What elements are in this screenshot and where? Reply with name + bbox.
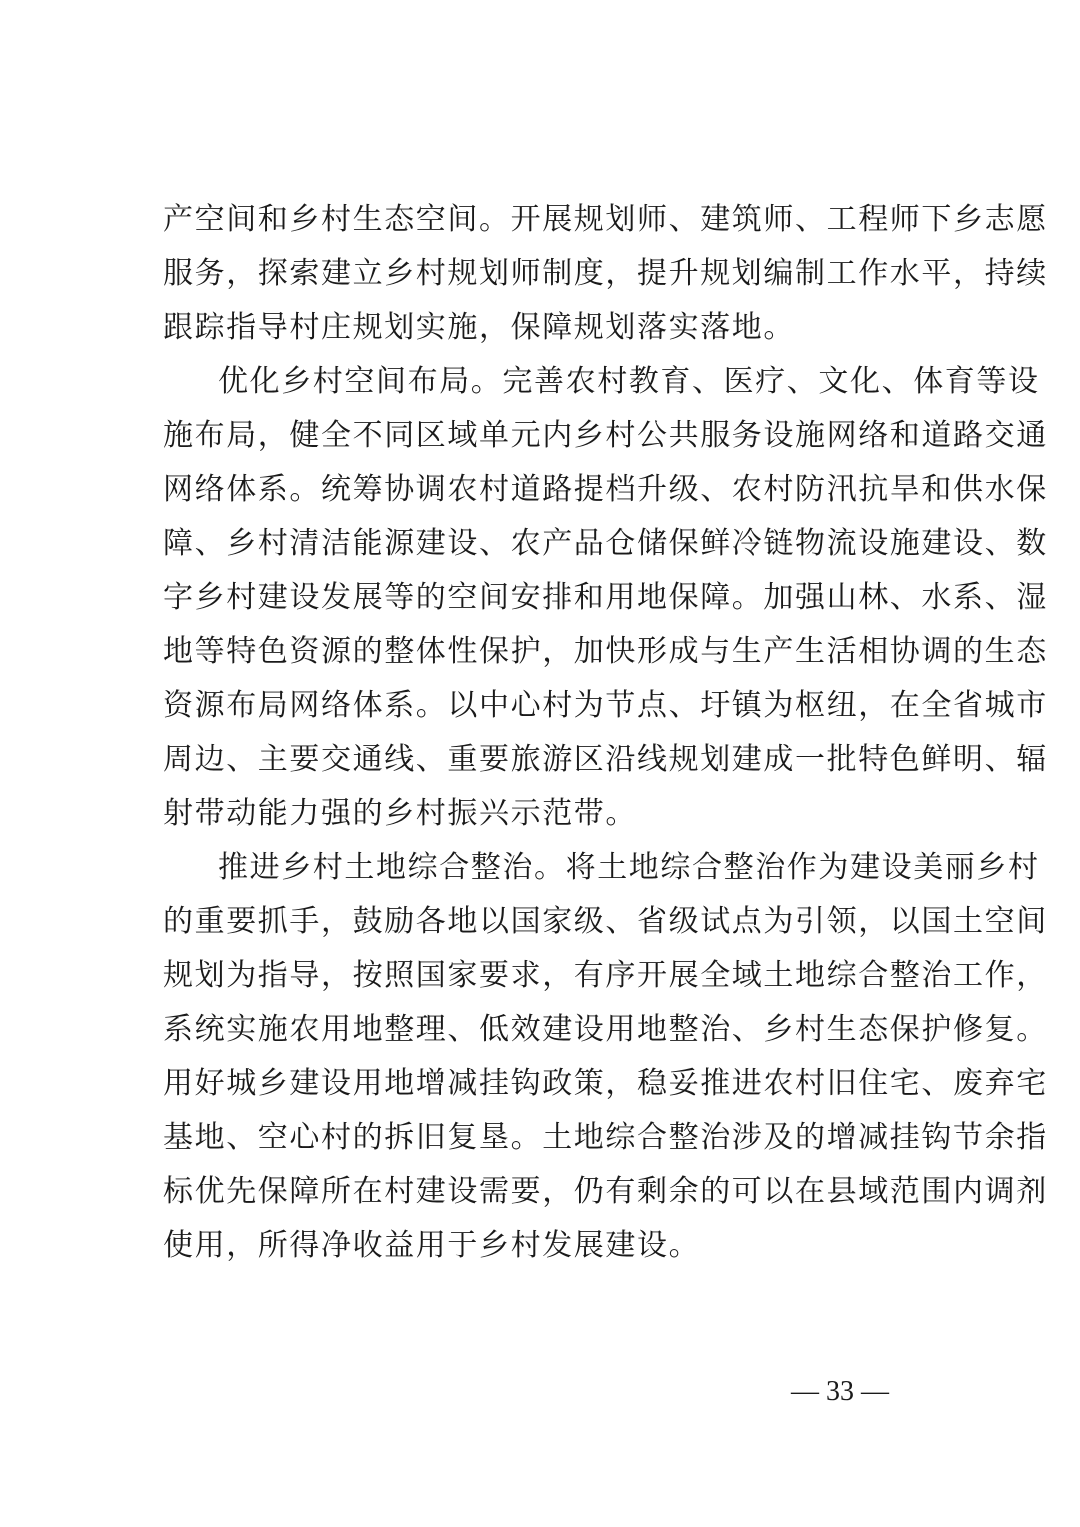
text-line: 资源布局网络体系。以中心村为节点、圩镇为枢纽，在全省城市 xyxy=(163,688,1048,723)
text-line: 推进乡村土地综合整治。将土地综合整治作为建设美丽乡村 xyxy=(218,850,1040,885)
text-line: 使用，所得净收益用于乡村发展建设。 xyxy=(163,1228,701,1263)
paragraph-2 xyxy=(163,355,1048,841)
paragraph-1 xyxy=(163,193,1048,355)
text-line: 地等特色资源的整体性保护，加快形成与生产生活相协调的生态 xyxy=(163,634,1048,669)
text-line: 基地、空心村的拆旧复垦。土地综合整治涉及的增减挂钩节余指 xyxy=(163,1120,1048,1155)
text-line: 施布局，健全不同区域单元内乡村公共服务设施网络和道路交通 xyxy=(163,418,1048,453)
text-line: 障、乡村清洁能源建设、农产品仓储保鲜冷链物流设施建设、数 xyxy=(163,526,1048,561)
text-line: 规划为指导，按照国家要求，有序开展全域土地综合整治工作， xyxy=(163,958,1048,993)
text-line: 产空间和乡村生态空间。开展规划师、建筑师、工程师下乡志愿 xyxy=(163,202,1048,237)
text-line: 射带动能力强的乡村振兴示范带。 xyxy=(163,796,637,831)
page-number: — 33 — xyxy=(791,1376,889,1407)
text-line: 系统实施农用地整理、低效建设用地整治、乡村生态保护修复。 xyxy=(163,1012,1048,1047)
text-line: 用好城乡建设用地增减挂钩政策，稳妥推进农村旧住宅、废弃宅 xyxy=(163,1066,1048,1101)
text-line: 跟踪指导村庄规划实施，保障规划落实落地。 xyxy=(163,310,795,345)
paragraph-3 xyxy=(163,841,1048,1273)
text-line: 标优先保障所在村建设需要，仍有剩余的可以在县域范围内调剂 xyxy=(163,1174,1048,1209)
text-line: 字乡村建设发展等的空间安排和用地保障。加强山林、水系、湿 xyxy=(163,580,1048,615)
text-line: 的重要抓手，鼓励各地以国家级、省级试点为引领，以国土空间 xyxy=(163,904,1048,939)
body-text xyxy=(163,193,1048,1273)
text-line: 优化乡村空间布局。完善农村教育、医疗、文化、体育等设 xyxy=(218,364,1040,399)
text-line: 周边、主要交通线、重要旅游区沿线规划建成一批特色鲜明、辐 xyxy=(163,742,1048,777)
text-line: 服务，探索建立乡村规划师制度，提升规划编制工作水平，持续 xyxy=(163,256,1048,291)
text-line: 网络体系。统筹协调农村道路提档升级、农村防汛抗旱和供水保 xyxy=(163,472,1048,507)
